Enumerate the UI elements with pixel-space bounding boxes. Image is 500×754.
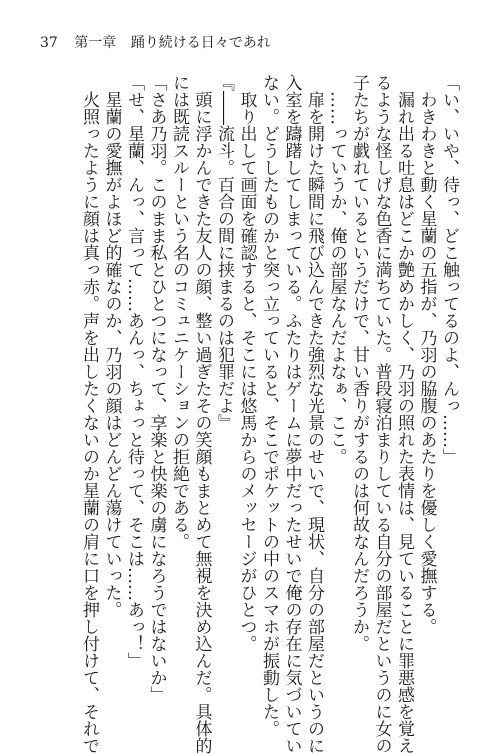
text-line: 星蘭の愛撫がよほど的確なのか、乃羽の顔はどんどん蕩けていった。	[101, 74, 122, 618]
chapter-title: 踊り続ける日々であれ	[130, 35, 271, 51]
text-line: 入室を躊躇してしまっている。ふたりはゲームに夢中だったせいで俺の存在に気づいてい	[281, 74, 302, 754]
text-line: 扉を開けた瞬間に飛び込んできた強烈な光景のせいで、現状、自分の部屋だというのに	[304, 74, 324, 754]
text-line: 『――流斗。百合の間に挟まるのは犯罪だよ』	[214, 74, 234, 431]
text-line: ない。どうしたものかと突っ立っていると、そこでポケットの中のスマホが振動した。	[259, 74, 279, 737]
text-line: 火照ったように顔は真っ赤。声を出したくないのか星蘭の肩に口を押し付けて、それで	[79, 74, 99, 754]
text-line: 「さあ乃羽。このまま私とひとつになって、享楽と快楽の虜になろうではないか」	[146, 74, 167, 703]
text-line: には既読スルーという名のコミュニケーションの拒絶である。	[169, 74, 189, 550]
page-header	[40, 36, 271, 50]
text-line: ……っていうか、俺の部屋なんだよなぁ、ここ。	[326, 74, 347, 465]
text-line: 「せ、星蘭、んっ、言って……あんっ、ちょっと待って、そこは……あっ！」	[124, 74, 144, 669]
chapter-label: 第一章	[74, 35, 117, 51]
text-line: 「い、いや、待っ、どこ触ってるのよ、んっ……」	[439, 74, 459, 465]
text-line: 取り出して画面を確認すると、そこには悠馬からのメッセージがひとつ。	[236, 74, 257, 652]
page-number: 37	[40, 35, 58, 51]
body-text	[30, 74, 460, 754]
text-line: 子たちが戯れているというだけで、甘い香りがするのは何故なんだろうか。	[349, 74, 369, 652]
text-line: るような怪しげな色香に満ちていた。普段寝泊まりしている自分の部屋だというのに女の	[371, 74, 392, 754]
text-line: わきわきと動く星蘭の五指が、乃羽の脇腹のあたりを優しく愛撫する。	[416, 74, 437, 635]
text-line: 頭に浮かんできた友人の顔、整い過ぎたその笑顔もまとめて無視を決め込んだ。具体的	[191, 74, 212, 754]
text-line: 漏れ出る吐息はどこか艶めかしく、乃羽の照れた表情は、見ていることに罪悪感を覚え	[394, 74, 414, 754]
